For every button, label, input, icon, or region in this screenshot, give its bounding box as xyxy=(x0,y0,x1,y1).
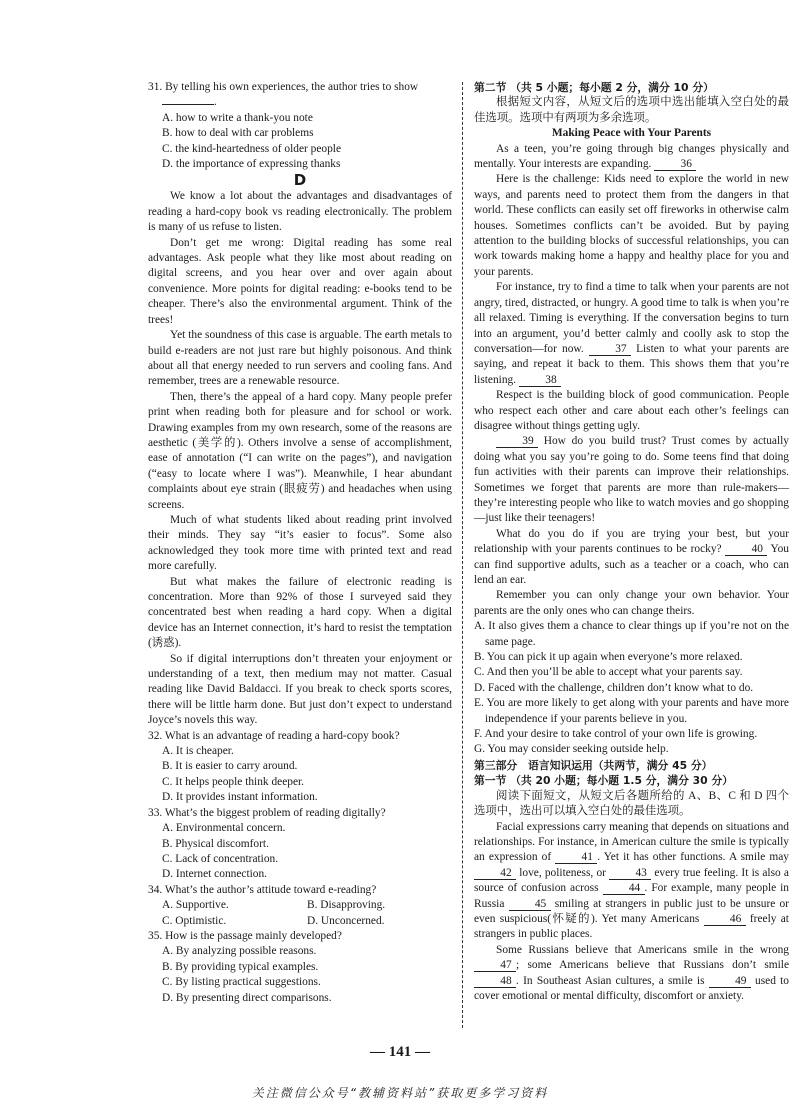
blank-49: 49 xyxy=(709,975,751,988)
paragraph: As a teen, you’re going through big changes physically and mentally. Your interests are expanding. 36 xyxy=(474,142,789,171)
option: B. how to deal with car problems xyxy=(162,127,314,140)
option: E. You are more likely to get along with your parents and have more independence if your parents believe in you. xyxy=(474,697,789,725)
blank-47: 47 xyxy=(474,959,516,972)
question-31 xyxy=(148,80,452,172)
watermark-text: 关注微信公众号“教辅资料站”获取更多学习资料 xyxy=(251,1086,549,1100)
question-stem: 34. What’s the author’s attitude toward e-reading? xyxy=(148,883,377,896)
option: D. the importance of expressing thanks xyxy=(162,158,341,171)
blank-42: 42 xyxy=(474,867,516,880)
option: A. By analyzing possible reasons. xyxy=(162,945,317,958)
passage-label: D xyxy=(293,171,307,190)
instruction: 根据短文内容，从短文后的选项中选出能填入空白处的最佳选项。选项中有两项为多余选项。 xyxy=(474,96,789,124)
question-stem: 31. By telling his own experiences, the author tries to show xyxy=(148,81,419,93)
paragraph: We know a lot about the advantages and disadvantages of reading a hard-copy book vs reading electronically. The problem is many of us refuse to listen. xyxy=(148,190,452,234)
option-row xyxy=(148,914,452,929)
option: D. Internet connection. xyxy=(162,868,268,881)
paragraph: Don’t get me wrong: Digital reading has some real advantages. Ask people what they like most about reading on digital screens, and you hear over and over again about convenience. More points for digital reading: e-books tend to be cheaper. There’s also the environmental argument. Think of the trees! xyxy=(148,236,452,326)
passage-d xyxy=(148,189,452,728)
option: B. Physical discomfort. xyxy=(162,837,269,850)
option: C. Lack of concentration. xyxy=(162,852,279,865)
option: C. the kind-heartedness of older people xyxy=(162,142,342,155)
passage-title: Making Peace with Your Parents xyxy=(551,127,712,140)
part-heading: 第三部分 语言知识运用（共两节，满分 45 分） xyxy=(474,758,713,772)
question-stem: 35. How is the passage mainly developed? xyxy=(148,929,342,942)
paragraph: Yet the soundness of this case is arguable. The earth metals to build e-readers are not just rare but highly poisonous. And think about all that energy needed to run servers and cooling fans. And remember, trees are a renewable resource. xyxy=(148,329,452,388)
option: C. And then you’ll be able to accept what your parents say. xyxy=(474,666,743,679)
left-column xyxy=(148,80,452,1006)
paragraph: Respect is the building block of good communication. People who respect each other and care about each other’s feelings can disagree without things getting ugly. xyxy=(474,389,789,432)
blank-39: 39 xyxy=(496,435,538,448)
answer-blank: . xyxy=(148,95,452,110)
blank-40: 40 xyxy=(725,543,767,556)
option: C. Optimistic. xyxy=(162,914,227,927)
option: A. It is cheaper. xyxy=(162,745,234,758)
option: G. You may consider seeking outside help. xyxy=(474,743,669,756)
option: B. It is easier to carry around. xyxy=(162,760,298,773)
question-35 xyxy=(148,929,452,1006)
section-heading: 第一节 （共 20 小题；每小题 1.5 分，满分 30 分） xyxy=(474,774,734,788)
question-stem: 32. What is an advantage of reading a hard-copy book? xyxy=(148,729,400,742)
option: D. Unconcerned. xyxy=(307,914,385,927)
option: B. Disapproving. xyxy=(307,899,386,912)
option: A. It also gives them a chance to clear things up if you’re not on the same page. xyxy=(474,620,789,648)
blank-41: 41 xyxy=(555,851,597,864)
option: D. Faced with the challenge, children don’t know what to do. xyxy=(474,681,754,694)
blank-45: 45 xyxy=(509,898,551,911)
options-list xyxy=(474,619,789,758)
option: D. By presenting direct comparisons. xyxy=(162,991,332,1004)
section-heading: 第二节 （共 5 小题；每小题 2 分，满分 10 分） xyxy=(474,81,714,94)
paragraph: Here is the challenge: Kids need to explore the world in new ways, and parents need to protect them from the dangers in that world. These conflicts can easily set off fireworks in otherwise calm houses. Sometimes conflicts can’t be avoided. But by paying attention to the building blocks of successful relationships, you can work towards making home a happy and healthy place for you and your parents. xyxy=(474,173,789,278)
blank-38: 38 xyxy=(519,374,561,387)
option-row xyxy=(148,898,452,913)
paragraph: So if digital interruptions don’t threaten your enjoyment or understanding of a text, then medium may not matter. Casual reading like David Baldacci. If you break to check sports scores, there will be little harm done. But just don’t expect to understand Joyce’s novels this way. xyxy=(148,652,452,727)
right-column xyxy=(474,80,789,1004)
option: A. Environmental concern. xyxy=(162,822,286,835)
option: D. It provides instant information. xyxy=(162,791,318,804)
option: B. You can pick it up again when everyone’s more relaxed. xyxy=(474,651,743,664)
option: C. By listing practical suggestions. xyxy=(162,976,321,989)
page-number: — 141 — xyxy=(370,1044,430,1060)
instruction: 阅读下面短文，从短文后各题所给的 A、B、C 和 D 四个选项中，选出可以填入空白处的最佳选项。 xyxy=(474,789,789,818)
question-stem: 33. What’s the biggest problem of reading digitally? xyxy=(148,806,386,819)
column-divider xyxy=(462,82,463,1028)
option: A. Supportive. xyxy=(162,899,229,912)
question-33 xyxy=(148,806,452,883)
paragraph: But what makes the failure of electronic reading is concentration. More than 92% of those I surveyed said they concentrated best when reading a hard copy. When a digital device has an Internet connection, it’s hard to resist the temptation (诱惑). xyxy=(148,575,452,650)
option: A. how to write a thank-you note xyxy=(162,111,313,124)
blank-36: 36 xyxy=(654,158,696,171)
question-32 xyxy=(148,729,452,806)
option: B. By providing typical examples. xyxy=(162,960,319,973)
paragraph: Some Russians believe that Americans smile in the wrong 47 ; some Americans believe that Russians don’t smile 48 . In Southeast Asian cultures, a smile is 49 used to cover emotional or mental difficulty, discomfort or anxiety. xyxy=(474,943,789,1002)
paragraph: Remember you can only change your own behavior. Your parents are the only ones who can change theirs. xyxy=(474,589,789,617)
option: F. And your desire to take control of your own life is growing. xyxy=(474,728,758,741)
paragraph: What do you do if you are trying your best, but your relationship with your parents continues to be rocky? 40 You can find supportive adults, such as a teacher or a coach, who can lend an ear. xyxy=(474,527,789,586)
blank-48: 48 xyxy=(474,975,516,988)
question-34 xyxy=(148,883,452,929)
blank-44: 44 xyxy=(603,882,645,895)
blank-46: 46 xyxy=(704,913,746,926)
paragraph: Then, there’s the appeal of a hard copy. Many people prefer print when reading both for pleasure and for school or work. Drawing examples from my own research, some of the reasons are aesthetic (美学的). Others involve a sense of accomplishment, ease of annotation (“I can write on the pages”), and navigation (“easy to locate where I was”). Meanwhile, I hear abundant complaints about eye strain (眼疲劳) and headaches when using screens. xyxy=(148,390,452,511)
paragraph: Facial expressions carry meaning that depends on situations and relationships. For instance, in American culture the smile is typically an expression of 41 . Yet it has other functions. A smile may 42 love, politeness, or 43 every true feeling. It is also a source of confusion across 44 . For example, many people in Russia 45 smiling at strangers in public just to be unsure or even suspicious(怀疑的). Yet many Americans 46 freely at strangers in public places. xyxy=(474,820,789,941)
paragraph: Much of what students liked about reading print involved their minds. They say “it’s easier to focus”. Some also acknowledged they took more time with printed text and read more carefully. xyxy=(148,513,452,573)
paragraph: For instance, try to find a time to talk when your parents are not angry, tired, distracted, or hungry. A good time to talk is when you’re all relaxed. Timing is everything. If the conversation begins to turn into an argument, you’d better calmly and coolly ask to stop the conversation—for now. 37 Listen to what your parents are saying, and repeat it back to them. This shows them that you’re listening. 38 xyxy=(474,281,789,386)
paragraph: 39 How do you build trust? Trust comes by actually doing what you say you’re going to do. Some teens find that doing fun activities with their parents can improve their relationships. Sometimes we forget that parents are more than rule-makers—they’re interesting people who like to watch movies and go shopping—just like their teenagers! xyxy=(474,435,789,525)
blank-43: 43 xyxy=(609,867,651,880)
option: C. It helps people think deeper. xyxy=(162,775,305,788)
blank-37: 37 xyxy=(589,343,631,356)
